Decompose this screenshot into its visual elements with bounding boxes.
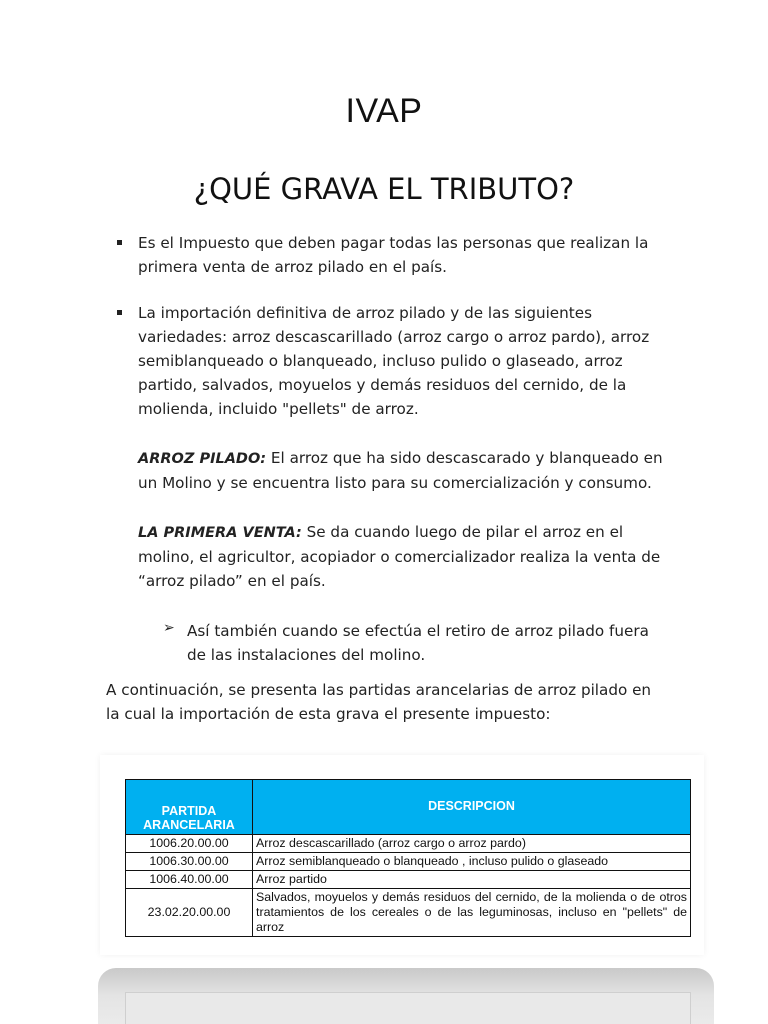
square-bullet-icon — [117, 310, 122, 315]
tariff-table — [125, 779, 691, 937]
definition-term: LA PRIMERA VENTA: — [138, 525, 302, 541]
text-line: semiblanqueado o blanqueado, incluso pulido o glaseado, arroz — [138, 352, 623, 370]
description-cell: Arroz semiblanqueado o blanqueado , incluso pulido o glaseado — [253, 853, 691, 871]
table-header-row — [126, 780, 691, 835]
text-line: Es el Impuesto que deben pagar todas las personas que realizan la — [138, 234, 649, 252]
header-partida-arancelaria — [126, 780, 253, 835]
text-line: la cual la importación de esta grava el presente impuesto: — [106, 705, 551, 723]
square-bullet-icon — [117, 240, 122, 245]
definition-primera-venta — [138, 520, 660, 593]
tariff-code-cell: 23.02.20.00.00 — [126, 889, 253, 937]
tariff-code-cell: 1006.40.00.00 — [126, 871, 253, 889]
definition-arroz-pilado — [138, 446, 663, 495]
table-row — [126, 871, 691, 889]
arrow-bullet-icon: ➢ — [163, 620, 175, 636]
bullet-paragraph-2 — [138, 301, 649, 421]
table-row — [126, 889, 691, 937]
text-line — [138, 446, 663, 471]
text-line: variedades: arroz descascarillado (arroz cargo o arroz pardo), arroz — [138, 328, 650, 346]
text-line: “arroz pilado” en el país. — [138, 572, 326, 590]
header-text: PARTIDA — [161, 804, 217, 818]
sub-bullet-paragraph — [187, 619, 649, 667]
text-line: molino, el agricultor, acopiador o comercializador realiza la venta de — [138, 548, 661, 566]
text-line: partido, salvados, moyuelos y demás residuos del cernido, de la — [138, 376, 627, 394]
definition-text: Se da cuando luego de pilar el arroz en el — [301, 523, 624, 541]
text-line — [138, 520, 660, 545]
document-title: IVAP — [345, 92, 423, 130]
header-descripcion: DESCRIPCION — [253, 780, 691, 835]
text-line: La importación definitiva de arroz pilado y de las siguientes — [138, 304, 592, 322]
description-cell: Salvados, moyuelos y demás residuos del cernido, de la molienda o de otros tratamientos de los cereales o de las leguminosas, incluso en "pellets" de arroz — [253, 889, 691, 937]
tariff-code-cell: 1006.30.00.00 — [126, 853, 253, 871]
bullet-paragraph-1 — [138, 231, 648, 279]
text-line: un Molino y se encuentra listo para su comercialización y consumo. — [138, 474, 652, 492]
next-page-preview — [98, 968, 714, 1024]
table-row — [126, 853, 691, 871]
next-page-table-preview — [125, 992, 691, 1024]
text-line: Así también cuando se efectúa el retiro de arroz pilado fuera — [187, 622, 649, 640]
text-line: molienda, incluido "pellets" de arroz. — [138, 400, 419, 418]
definition-term: ARROZ PILADO: — [138, 451, 267, 467]
text-line: de las instalaciones del molino. — [187, 646, 426, 664]
intro-paragraph — [106, 678, 651, 726]
description-cell: Arroz partido — [253, 871, 691, 889]
text-line: A continuación, se presenta las partidas arancelarias de arroz pilado en — [106, 681, 652, 699]
tariff-code-cell: 1006.20.00.00 — [126, 835, 253, 853]
text-line: primera venta de arroz pilado en el país. — [138, 258, 448, 276]
header-text: ARANCELARIA — [143, 818, 235, 832]
section-heading: ¿QUÉ GRAVA EL TRIBUTO? — [193, 172, 575, 206]
definition-text: El arroz que ha sido descascarado y blanqueado en — [266, 449, 663, 467]
table-row — [126, 835, 691, 853]
description-cell: Arroz descascarillado (arroz cargo o arroz pardo) — [253, 835, 691, 853]
